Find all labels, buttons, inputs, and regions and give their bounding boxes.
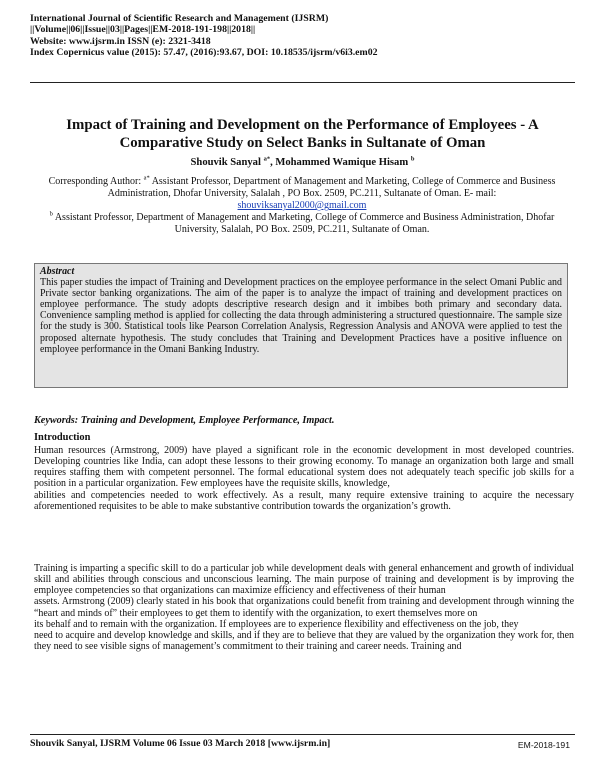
intro-para-2-part-c: its behalf and to remain with the organization. If employees are to experience flexibility and effectiveness on the job, they — [34, 618, 519, 630]
footer-divider — [30, 734, 575, 735]
author-list — [30, 156, 575, 169]
author-2-name: Mohammed Wamique Hisam — [275, 157, 409, 168]
footer-page-id: EM-2018-191 — [517, 740, 570, 750]
journal-volume-line: ||Volume||06||Issue||03||Pages||EM-2018-191-198||2018|| — [30, 24, 256, 36]
affiliation-a-text: Assistant Professor, Department of Management and Marketing, College of Commerce and Business Administration, Dhofar University, Salalah , PO Box. 2509, PC.211, Sultanate of Oman. E- mail: — [107, 176, 556, 200]
author-1-mark: a* — [263, 155, 271, 163]
paper-title: Impact of Training and Development on the Performance of Employees - A Comparative Study on Select Banks in Sultanate of Oman — [66, 117, 539, 151]
header-divider — [30, 82, 575, 83]
abstract-box — [34, 263, 568, 388]
affiliation-a-mark: a* — [143, 174, 150, 182]
journal-website-line: Website: www.ijsrm.in ISSN (e): 2321-3418 — [30, 35, 211, 47]
footer-citation: Shouvik Sanyal, IJSRM Volume 06 Issue 03 March 2018 [www.ijsrm.in] — [30, 738, 331, 749]
introduction-paragraph-2 — [34, 563, 574, 652]
affiliation-b-mark: b — [49, 210, 53, 218]
journal-index-line: Index Copernicus value (2015): 57.47, (2016):93.67, DOI: 10.18535/ijsrm/v6i3.em02 — [30, 47, 378, 59]
affiliation-b-text: Assistant Professor, Department of Management and Marketing, College of Commerce and Business Administration, Dhofar University, Salalah, PO Box. 2509, PC.211, Sultanate of Oman. — [52, 212, 555, 236]
author-email-link[interactable]: shouviksanyal2000@gmail.com — [237, 200, 367, 212]
author-separator: , — [270, 157, 276, 168]
journal-header — [30, 13, 575, 59]
affiliation-a-prefix: Corresponding Author: — [48, 176, 144, 187]
affiliation-b — [46, 212, 558, 236]
journal-name: International Journal of Scientific Research and Management (IJSRM) — [30, 13, 329, 24]
intro-para-2-part-a: Training is imparting a specific skill to do a particular job while development deals with general enhancement and growth of individual skill and abilities through conscious and unconscious learning. The main purpose of training and development is by improving the employee competencies so that organizations can maximize efficiency and effectiveness of their human — [34, 563, 574, 597]
author-2-mark: b — [410, 155, 415, 163]
affiliation-a — [46, 176, 558, 212]
affiliations — [46, 176, 558, 236]
intro-para-2-part-d: need to acquire and develop knowledge and skills, and if they are to believe that they are valued by the organization they work for, then they need to see visible signs of management’s commitment to their training and career needs. Training and — [34, 629, 574, 653]
abstract-body: This paper studies the impact of Training and Development practices on the employee performance in the select Omani Public and Private sector banking organizations. The aim of the paper is to analyze the impact of training and development practices on employee performance. The study adopts descriptive research design and it imbibes both primary and secondary data. Convenience sampling method is applied for collecting the data through administering a structured questionnaire. The sample size for the study is 300. Statistical tools like Pearson Correlation Analysis, Regression Analysis and ANOVA were applied to test the proposed alternate hypothesis. The study concludes that Training and Development Practices have a positive influence on employee performance in the Omani Banking Industry. — [40, 277, 562, 355]
abstract-heading: Abstract — [40, 266, 75, 277]
keywords: Keywords: Training and Development, Employee Performance, Impact. — [34, 415, 335, 426]
intro-para-1-part-b: abilities and competencies needed to work effectively. As a result, many require extensive training to acquire the necessary aforementioned requisites to be able to make substantive contribution towards the organization’s growth. — [34, 489, 574, 512]
author-1-name: Shouvik Sanyal — [190, 157, 261, 168]
intro-para-1-part-a: Human resources (Armstrong, 2009) have played a significant role in the economic development in most developed countries. Developing countries like India, can adopt these lessons to their growing economy. To manage an organization both large and small requires staffing them with competent personnel. The formal educational system does not adequately teach specific job skills for a position in a particular organization. Few employees have the requisite skills, knowledge, — [34, 445, 574, 490]
introduction-paragraph-1 — [34, 445, 574, 512]
intro-para-2-part-b: assets. Armstrong (2009) clearly stated in his book that organizations could benefit from training and development through winning the “heart and minds of” their employees to get them to identify with the organization, to exert themselves more on — [34, 596, 574, 619]
introduction-heading: Introduction — [34, 432, 91, 443]
